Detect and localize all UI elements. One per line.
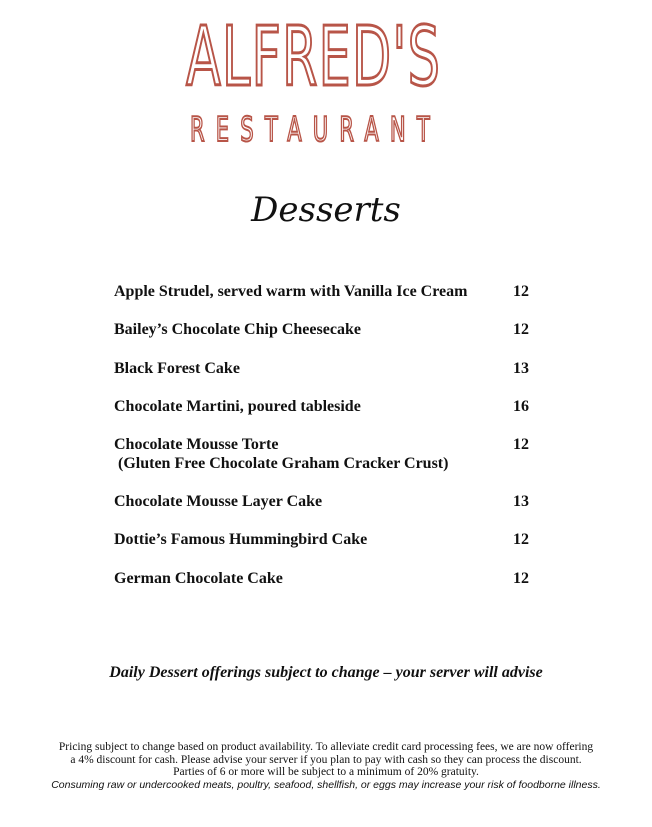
menu-item (114, 530, 529, 549)
footer (0, 741, 652, 792)
menu-item (114, 320, 529, 339)
menu-item (114, 435, 529, 473)
menu-item-name: Chocolate Mousse Layer Cake (114, 493, 323, 510)
menu-item-price: 12 (513, 321, 529, 338)
menu-item (114, 492, 529, 511)
foodborne-illness-warning: Consuming raw or undercooked meats, poultry, seafood, shellfish, or eggs may increase your risk of foodborne illness. (51, 778, 601, 791)
menu-item-price: 13 (513, 360, 529, 377)
menu-item-price: 13 (513, 493, 529, 510)
menu-item (114, 282, 529, 301)
menu-item-name: Apple Strudel, served warm with Vanilla Ice Cream (114, 283, 468, 300)
menu-item-name: German Chocolate Cake (114, 570, 283, 587)
section-title: Desserts (251, 190, 401, 230)
menu-item-price: 16 (513, 398, 529, 415)
menu-item-price: 12 (513, 283, 529, 300)
menu-item-name: Chocolate Mousse Torte (114, 436, 279, 453)
footer-discount-line: a 4% discount for cash. Please advise your server if you plan to pay with cash so they can process the discount. (70, 753, 582, 766)
menu-item (114, 359, 529, 378)
logo-main-text: ALFRED'S (186, 10, 442, 105)
daily-dessert-note: Daily Dessert offerings subject to change – your server will advise (109, 664, 543, 681)
menu-item-name: Chocolate Martini, poured tableside (114, 398, 361, 415)
menu-item-price: 12 (513, 436, 529, 453)
footer-gratuity-line: Parties of 6 or more will be subject to a minimum of 20% gratuity. (173, 766, 479, 778)
menu-item-name: Dottie’s Famous Hummingbird Cake (114, 531, 368, 548)
menu-item-price: 12 (513, 570, 529, 587)
logo-sub-text: RESTAURANT (190, 110, 441, 150)
menu-item-name: Black Forest Cake (114, 360, 240, 377)
menu-item-subtitle: (Gluten Free Chocolate Graham Cracker Crust) (114, 455, 449, 472)
menu-item-name: Bailey’s Chocolate Chip Cheesecake (114, 321, 361, 338)
menu-item-price: 12 (513, 531, 529, 548)
restaurant-logo (0, 0, 652, 175)
menu-item (114, 397, 529, 416)
menu-item (114, 569, 529, 588)
footer-pricing-line: Pricing subject to change based on product availability. To alleviate credit card processing fees, we are now offering (58, 741, 594, 753)
